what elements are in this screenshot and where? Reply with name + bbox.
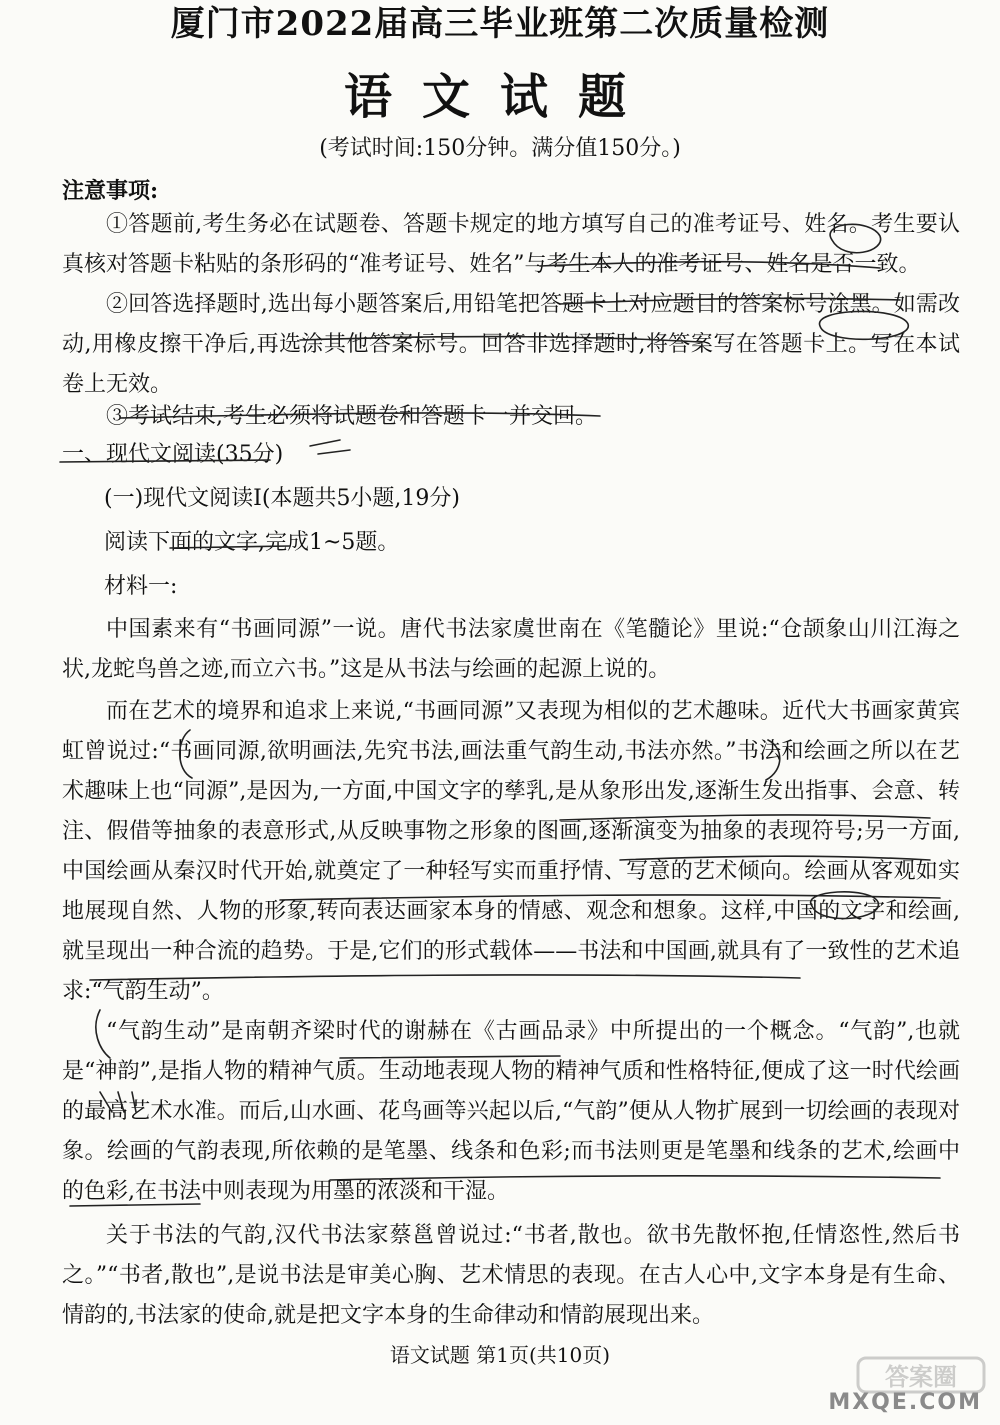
material-label: 材料一: xyxy=(104,574,178,599)
reading-instruction: 阅读下面的文字,完成1~5题。 xyxy=(104,530,400,555)
notice-item: ①答题前,考生务必在试题卷、答题卡规定的地方填写自己的准考证号、姓名。考生要认真核对答题卡粘贴的条形码的“准考证号、姓名”与考生本人的准考证号、姓名是否一致。 xyxy=(62,212,960,277)
subject-title: 语文试题 xyxy=(343,69,656,125)
passage-paragraph: 中国素来有“书画同源”一说。唐代书法家虞世南在《笔髓论》里说:“仓颉象山川江海之状,龙蛇鸟兽之迹,而立六书。”这是从书法与绘画的起源上说的。 xyxy=(62,617,960,682)
exam-info: (考试时间:150分钟。满分值150分。) xyxy=(319,136,681,161)
section-subtitle: (一)现代文阅读Ⅰ(本题共5小题,19分) xyxy=(104,486,461,511)
pen-mark xyxy=(310,440,350,454)
passage-paragraph: 关于书法的气韵,汉代书法家蔡邕曾说过:“书者,散也。欲书先散怀抱,任情恣性,然后书之。”“书者,散也”,是说书法是审美心胸、艺术情思的表现。在古人心中,文字本身是有生命、情韵的,书法家的使命,就是把文字本身的生命律动和情韵展现出来。 xyxy=(62,1223,960,1328)
page-footer: 语文试题 第1页(共10页) xyxy=(389,1343,611,1367)
passage-paragraph: 而在艺术的境界和追求上来说,“书画同源”又表现为相似的艺术趣味。近代大书画家黄宾虹曾说过:“书画同源,欲明画法,先究书法,画法重气韵生动,书法亦然。”书法和绘画之所以在艺术趣味上也“同源”,是因为,一方面,中国文字的孳乳,是从象形出发,逐渐生发出指事、会意、转注、假借等抽象的表意形式,从反映事物之形象的图画,逐渐演变为抽象的表现符号;另一方面,中国绘画从秦汉时代开始,就奠定了一种轻写实而重抒情、写意的艺术倾向。绘画从客观如实地展现自然、人物的形象,转向表达画家本身的情感、观念和想象。这样,中国的文字和绘画,就呈现出一种合流的趋势。于是,它们的形式载体——书法和中国画,就具有了一致性的艺术追求:“气韵生动”。 xyxy=(62,699,960,1004)
exam-title: 厦门市2022届高三毕业班第二次质量检测 xyxy=(170,4,830,44)
section-title: 一、现代文阅读(35分) xyxy=(62,442,284,467)
watermark-logo-text: 答案圈 xyxy=(885,1363,957,1391)
notice-heading: 注意事项: xyxy=(62,178,159,204)
passage-paragraph: “气韵生动”是南朝齐梁时代的谢赫在《古画品录》中所提出的一个概念。“气韵”,也就是“神韵”,是指人物的精神气质。生动地表现人物的精神气质和性格特征,便成了这一时代绘画的最高艺术水准。而后,山水画、花鸟画等兴起以后,“气韵”便从人物扩展到一切绘画的表现对象。绘画的气韵表现,所依赖的是笔墨、线条和色彩;而书法则更是笔墨和线条的艺术,绘画中的色彩,在书法中则表现为用墨的浓淡和干湿。 xyxy=(62,1019,960,1204)
watermark-url: MXQE.COM xyxy=(828,1390,982,1415)
notice-item: ②回答选择题时,选出每小题答案后,用铅笔把答题卡上对应题目的答案标号涂黑。如需改动,用橡皮擦干净后,再选涂其他答案标号。回答非选择题时,将答案写在答题卡上。写在本试卷上无效。 xyxy=(62,292,960,397)
notice-item: ③考试结束,考生必须将试题卷和答题卡一并交回。 xyxy=(106,404,597,429)
